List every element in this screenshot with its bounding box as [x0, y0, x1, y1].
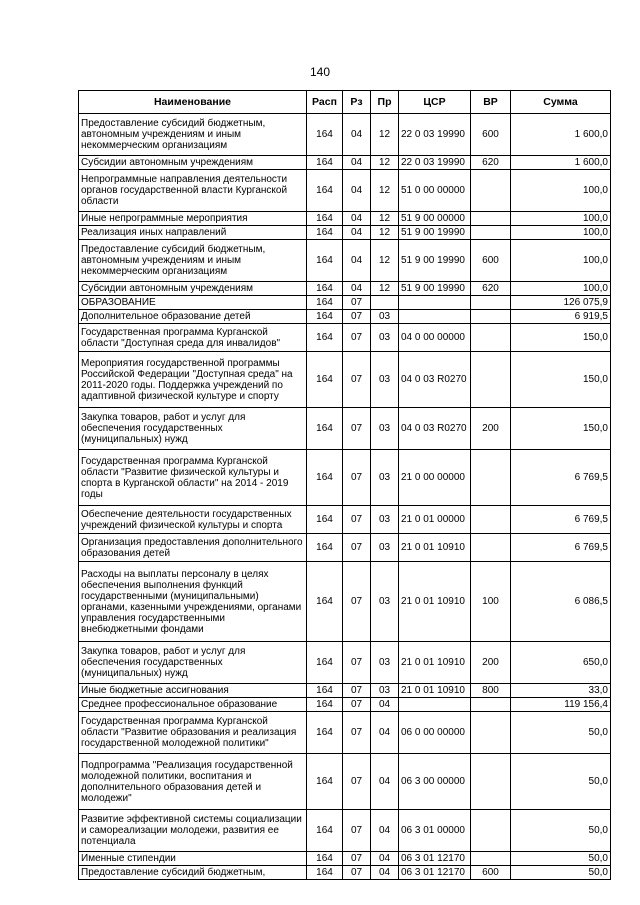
- cell-pr: 03: [371, 450, 399, 506]
- cell-rz: 04: [343, 114, 371, 156]
- cell-sum: 6 769,5: [511, 450, 611, 506]
- cell-rasp: 164: [307, 408, 343, 450]
- cell-rz: 07: [343, 684, 371, 698]
- cell-sum: 100,0: [511, 240, 611, 282]
- cell-name: Именные стипендии: [79, 852, 307, 866]
- cell-rz: 07: [343, 698, 371, 712]
- cell-rz: 07: [343, 852, 371, 866]
- cell-rz: 04: [343, 170, 371, 212]
- cell-csr: [399, 698, 471, 712]
- cell-sum: 100,0: [511, 282, 611, 296]
- cell-name: Подпрограмма "Реализация государственной молодежной политики, воспитания и дополнительного образования детей и молодежи": [79, 754, 307, 810]
- cell-pr: 03: [371, 684, 399, 698]
- cell-name: Государственная программа Курганской области "Доступная среда для инвалидов": [79, 324, 307, 352]
- cell-csr: 22 0 03 19990: [399, 114, 471, 156]
- cell-rz: 07: [343, 450, 371, 506]
- cell-name: Закупка товаров, работ и услуг для обеспечения государственных (муниципальных) нужд: [79, 642, 307, 684]
- cell-rasp: 164: [307, 114, 343, 156]
- cell-sum: 50,0: [511, 852, 611, 866]
- cell-name: Субсидии автономным учреждениям: [79, 156, 307, 170]
- cell-vr: 200: [471, 642, 511, 684]
- cell-rasp: 164: [307, 712, 343, 754]
- cell-csr: 06 3 01 00000: [399, 810, 471, 852]
- cell-vr: [471, 324, 511, 352]
- cell-pr: 12: [371, 282, 399, 296]
- cell-rz: 07: [343, 754, 371, 810]
- cell-sum: 126 075,9: [511, 296, 611, 310]
- header-csr: ЦСР: [399, 91, 471, 114]
- cell-name: Непрограммные направления деятельности органов государственной власти Курганской области: [79, 170, 307, 212]
- cell-vr: 620: [471, 282, 511, 296]
- cell-rz: 07: [343, 352, 371, 408]
- cell-vr: 620: [471, 156, 511, 170]
- table-row: [79, 156, 611, 170]
- cell-vr: [471, 754, 511, 810]
- cell-rz: 07: [343, 296, 371, 310]
- cell-pr: 03: [371, 408, 399, 450]
- cell-rz: 07: [343, 562, 371, 642]
- cell-vr: 600: [471, 866, 511, 880]
- cell-name: ОБРАЗОВАНИЕ: [79, 296, 307, 310]
- cell-rasp: 164: [307, 698, 343, 712]
- cell-pr: 03: [371, 324, 399, 352]
- cell-csr: 06 3 00 00000: [399, 754, 471, 810]
- table-row: [79, 408, 611, 450]
- cell-pr: [371, 296, 399, 310]
- header-vr: ВР: [471, 91, 511, 114]
- cell-csr: [399, 310, 471, 324]
- cell-csr: 21 0 00 00000: [399, 450, 471, 506]
- cell-rz: 07: [343, 534, 371, 562]
- cell-pr: 04: [371, 754, 399, 810]
- table-body: [79, 114, 611, 880]
- table-row: [79, 226, 611, 240]
- table-row: [79, 450, 611, 506]
- cell-pr: 04: [371, 852, 399, 866]
- cell-pr: 04: [371, 866, 399, 880]
- cell-rasp: 164: [307, 310, 343, 324]
- cell-name: Закупка товаров, работ и услуг для обеспечения государственных (муниципальных) нужд: [79, 408, 307, 450]
- cell-csr: 06 3 01 12170: [399, 866, 471, 880]
- cell-vr: [471, 852, 511, 866]
- cell-vr: [471, 506, 511, 534]
- cell-pr: 12: [371, 240, 399, 282]
- table-row: [79, 698, 611, 712]
- cell-csr: 51 9 00 19990: [399, 226, 471, 240]
- cell-csr: 51 9 00 19990: [399, 282, 471, 296]
- table-row: [79, 212, 611, 226]
- header-rz: Рз: [343, 91, 371, 114]
- page-number: 140: [309, 65, 331, 79]
- cell-rz: 04: [343, 282, 371, 296]
- cell-rasp: 164: [307, 352, 343, 408]
- cell-vr: [471, 212, 511, 226]
- cell-vr: [471, 810, 511, 852]
- cell-rz: 07: [343, 642, 371, 684]
- cell-sum: 50,0: [511, 866, 611, 880]
- cell-pr: 03: [371, 534, 399, 562]
- cell-rasp: 164: [307, 156, 343, 170]
- cell-pr: 12: [371, 156, 399, 170]
- cell-sum: 6 769,5: [511, 506, 611, 534]
- table-row: [79, 282, 611, 296]
- cell-sum: 100,0: [511, 170, 611, 212]
- cell-vr: [471, 450, 511, 506]
- cell-vr: [471, 698, 511, 712]
- cell-name: Дополнительное образование детей: [79, 310, 307, 324]
- cell-rasp: 164: [307, 282, 343, 296]
- cell-name: Организация предоставления дополнительного образования детей: [79, 534, 307, 562]
- cell-name: Предоставление субсидий бюджетным, автономным учреждениям и иным некоммерческим организациям: [79, 240, 307, 282]
- cell-rz: 07: [343, 324, 371, 352]
- cell-csr: 51 9 00 19990: [399, 240, 471, 282]
- table-row: [79, 754, 611, 810]
- cell-name: Реализация иных направлений: [79, 226, 307, 240]
- cell-name: Государственная программа Курганской области "Развитие физической культуры и спорта в Курганской области" на 2014 - 2019 годы: [79, 450, 307, 506]
- cell-sum: 6 919,5: [511, 310, 611, 324]
- table-row: [79, 310, 611, 324]
- cell-csr: 51 0 00 00000: [399, 170, 471, 212]
- table-row: [79, 866, 611, 880]
- table-row: [79, 852, 611, 866]
- cell-name: Предоставление субсидий бюджетным, автономным учреждениям и иным некоммерческим организациям: [79, 114, 307, 156]
- cell-rz: 07: [343, 712, 371, 754]
- cell-rasp: 164: [307, 866, 343, 880]
- cell-vr: 200: [471, 408, 511, 450]
- cell-sum: 100,0: [511, 226, 611, 240]
- cell-pr: 04: [371, 810, 399, 852]
- cell-name: Предоставление субсидий бюджетным,: [79, 866, 307, 880]
- cell-name: Обеспечение деятельности государственных учреждений физической культуры и спорта: [79, 506, 307, 534]
- cell-vr: 100: [471, 562, 511, 642]
- cell-name: Государственная программа Курганской области "Развитие образования и реализация государственной молодежной политики": [79, 712, 307, 754]
- table-row: [79, 170, 611, 212]
- cell-pr: 12: [371, 170, 399, 212]
- cell-rz: 07: [343, 506, 371, 534]
- cell-pr: 12: [371, 212, 399, 226]
- cell-rz: 07: [343, 810, 371, 852]
- cell-vr: [471, 310, 511, 324]
- cell-name: Развитие эффективной системы социализации и самореализации молодежи, развития ее потенциала: [79, 810, 307, 852]
- cell-rasp: 164: [307, 212, 343, 226]
- cell-pr: 04: [371, 712, 399, 754]
- cell-pr: 03: [371, 562, 399, 642]
- table-header-row: [79, 91, 611, 114]
- cell-sum: 100,0: [511, 212, 611, 226]
- cell-rasp: 164: [307, 534, 343, 562]
- cell-vr: 600: [471, 114, 511, 156]
- table-row: [79, 506, 611, 534]
- cell-rz: 07: [343, 408, 371, 450]
- cell-name: Мероприятия государственной программы Российской Федерации "Доступная среда" на 2011-2020 годы. Поддержка учреждений по адаптивной физической культуре и спорту: [79, 352, 307, 408]
- cell-pr: 03: [371, 506, 399, 534]
- cell-sum: 33,0: [511, 684, 611, 698]
- header-pr: Пр: [371, 91, 399, 114]
- cell-csr: 04 0 03 R0270: [399, 408, 471, 450]
- cell-sum: 150,0: [511, 324, 611, 352]
- cell-sum: 50,0: [511, 712, 611, 754]
- cell-sum: 150,0: [511, 352, 611, 408]
- cell-csr: 21 0 01 00000: [399, 506, 471, 534]
- table-row: [79, 114, 611, 156]
- table-row: [79, 712, 611, 754]
- cell-csr: 06 0 00 00000: [399, 712, 471, 754]
- table-row: [79, 534, 611, 562]
- cell-rasp: 164: [307, 240, 343, 282]
- cell-rasp: 164: [307, 296, 343, 310]
- cell-vr: [471, 352, 511, 408]
- table-row: [79, 810, 611, 852]
- cell-rasp: 164: [307, 506, 343, 534]
- cell-rasp: 164: [307, 684, 343, 698]
- cell-name: Субсидии автономным учреждениям: [79, 282, 307, 296]
- cell-rz: 07: [343, 310, 371, 324]
- cell-pr: 04: [371, 698, 399, 712]
- cell-pr: 03: [371, 352, 399, 408]
- cell-csr: 21 0 01 10910: [399, 534, 471, 562]
- cell-rz: 04: [343, 240, 371, 282]
- cell-rz: 04: [343, 156, 371, 170]
- cell-pr: 12: [371, 226, 399, 240]
- cell-rz: 04: [343, 226, 371, 240]
- cell-csr: [399, 296, 471, 310]
- cell-csr: 21 0 01 10910: [399, 684, 471, 698]
- budget-table: [78, 90, 611, 880]
- cell-vr: [471, 170, 511, 212]
- cell-csr: 21 0 01 10910: [399, 562, 471, 642]
- cell-pr: 03: [371, 310, 399, 324]
- cell-rasp: 164: [307, 226, 343, 240]
- table-row: [79, 642, 611, 684]
- cell-csr: 04 0 03 R0270: [399, 352, 471, 408]
- table-row: [79, 296, 611, 310]
- cell-csr: 21 0 01 10910: [399, 642, 471, 684]
- cell-rasp: 164: [307, 450, 343, 506]
- cell-name: Иные бюджетные ассигнования: [79, 684, 307, 698]
- cell-rasp: 164: [307, 852, 343, 866]
- cell-name: Расходы на выплаты персоналу в целях обеспечения выполнения функций государственными (муниципальными) органами, казенными учреждениями, органами управления государственными внебюджетными фондами: [79, 562, 307, 642]
- cell-csr: 04 0 00 00000: [399, 324, 471, 352]
- cell-sum: 50,0: [511, 754, 611, 810]
- header-name: Наименование: [79, 91, 307, 114]
- cell-vr: [471, 712, 511, 754]
- cell-sum: 150,0: [511, 408, 611, 450]
- cell-name: Иные непрограммные мероприятия: [79, 212, 307, 226]
- table-row: [79, 352, 611, 408]
- cell-rasp: 164: [307, 642, 343, 684]
- table-row: [79, 562, 611, 642]
- cell-vr: 800: [471, 684, 511, 698]
- header-sum: Сумма: [511, 91, 611, 114]
- table-row: [79, 324, 611, 352]
- cell-name: Среднее профессиональное образование: [79, 698, 307, 712]
- cell-csr: 51 9 00 00000: [399, 212, 471, 226]
- cell-rasp: 164: [307, 810, 343, 852]
- cell-csr: 22 0 03 19990: [399, 156, 471, 170]
- cell-pr: 03: [371, 642, 399, 684]
- table-row: [79, 684, 611, 698]
- cell-sum: 50,0: [511, 810, 611, 852]
- cell-sum: 6 769,5: [511, 534, 611, 562]
- cell-sum: 1 600,0: [511, 114, 611, 156]
- cell-vr: 600: [471, 240, 511, 282]
- cell-rasp: 164: [307, 754, 343, 810]
- cell-rasp: 164: [307, 324, 343, 352]
- cell-csr: 06 3 01 12170: [399, 852, 471, 866]
- cell-sum: 6 086,5: [511, 562, 611, 642]
- cell-pr: 12: [371, 114, 399, 156]
- table-row: [79, 240, 611, 282]
- cell-sum: 119 156,4: [511, 698, 611, 712]
- cell-rz: 04: [343, 212, 371, 226]
- cell-sum: 650,0: [511, 642, 611, 684]
- cell-sum: 1 600,0: [511, 156, 611, 170]
- cell-rasp: 164: [307, 170, 343, 212]
- header-rasp: Расп: [307, 91, 343, 114]
- cell-rz: 07: [343, 866, 371, 880]
- cell-rasp: 164: [307, 562, 343, 642]
- cell-vr: [471, 296, 511, 310]
- cell-vr: [471, 226, 511, 240]
- cell-vr: [471, 534, 511, 562]
